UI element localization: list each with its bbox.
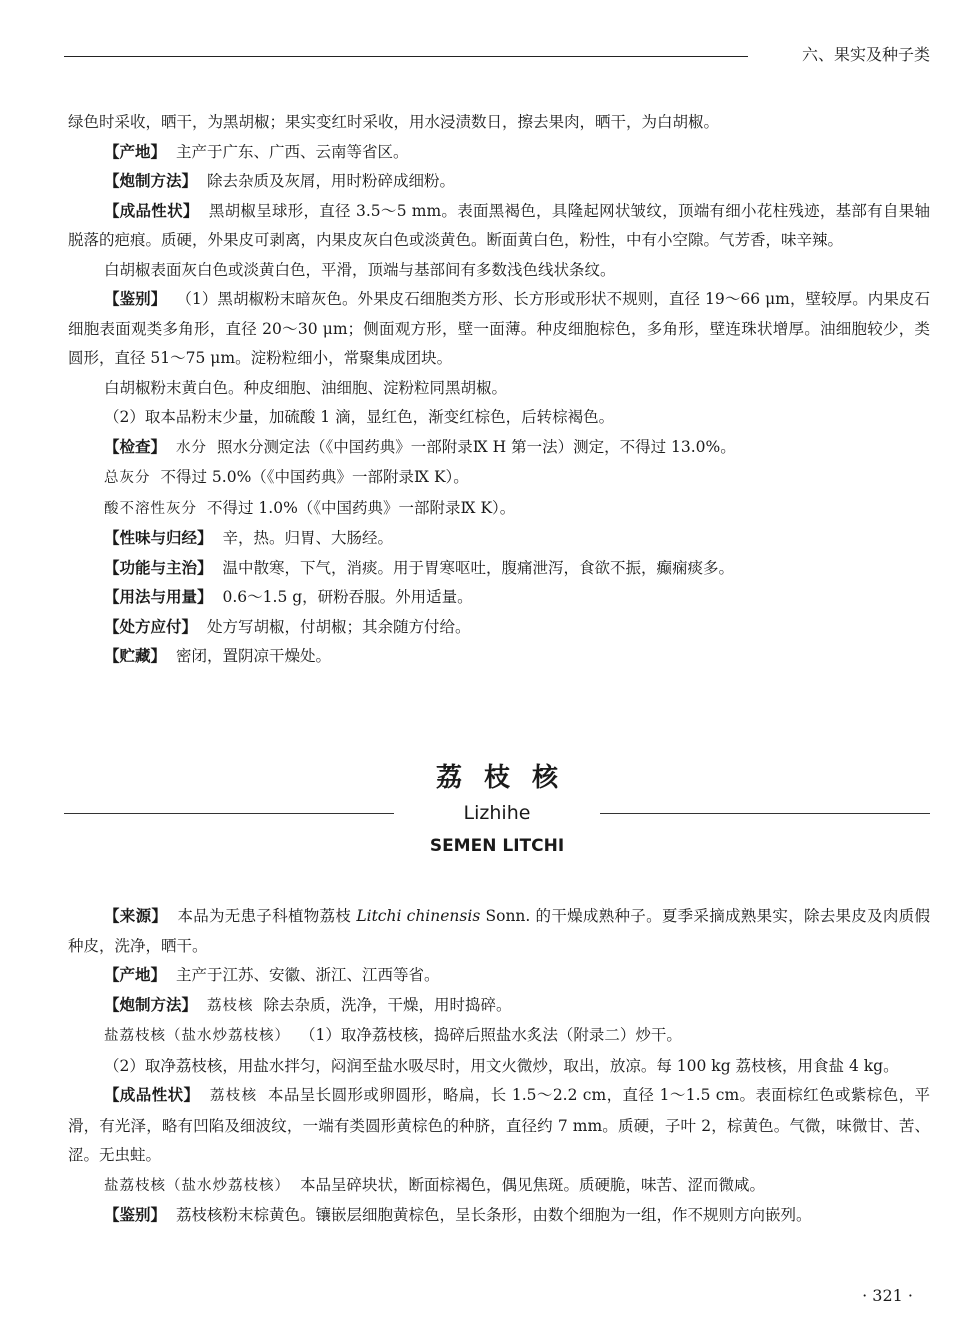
storage-paragraph — [68, 642, 930, 672]
origin-paragraph-2 — [68, 961, 930, 991]
processing-label-2: 【炮制方法】 — [104, 995, 198, 1014]
pinyin-rule-right — [600, 813, 930, 814]
monograph-title-block — [64, 758, 930, 864]
dosage-text: 0.6～1.5 g，研粉吞服。外用适量。 — [222, 588, 473, 606]
total-ash-paragraph — [68, 463, 930, 494]
running-header — [64, 42, 930, 70]
pinyin-row — [64, 798, 930, 828]
salt-processing-2-paragraph: （2）取净荔枝核，用盐水拌匀，闷润至盐水吸尽时，用文火微炒，取出，放凉。每 100 kg 荔枝核，用食盐 4 kg。 — [104, 1056, 899, 1075]
description-label-2: 【成品性状】 — [104, 1086, 200, 1104]
total-ash-label: 总灰分 — [104, 470, 151, 486]
species-name: Litchi chinensis — [356, 907, 481, 925]
description-paragraph-2 — [68, 1081, 930, 1171]
storage-label: 【贮藏】 — [104, 647, 167, 665]
pinyin-name: Lizhihe — [463, 802, 531, 824]
dosage-paragraph — [68, 583, 930, 613]
processing-text-2: 除去杂质，洗净，干燥，用时捣碎。 — [263, 995, 512, 1014]
prescription-text: 处方写胡椒，付胡椒；其余随方付给。 — [207, 617, 471, 636]
source-paragraph — [68, 902, 930, 961]
inspection-text: 照水分测定法（《中国药典》一部附录Ⅸ H 第一法）测定，不得过 13.0%。 — [217, 437, 736, 456]
white-powder-paragraph: 白胡椒粉末黄白色。种皮细胞、油细胞、淀粉粒同黑胡椒。 — [104, 378, 508, 397]
nature-text: 辛，热。归胃、大肠经。 — [222, 529, 394, 547]
source-text-b: Sonn. 的干燥成熟种子。夏季采摘成熟果实，除去果皮及肉质假种皮，洗净，晒干。 — [68, 907, 930, 955]
acid-ash-text: 不得过 1.0%（《中国药典》一部附录Ⅸ K）。 — [207, 498, 516, 517]
page-number: · 321 · — [862, 1286, 913, 1305]
identification-label-2: 【鉴别】 — [104, 1206, 167, 1224]
salt-description-paragraph — [68, 1171, 930, 1202]
storage-text: 密闭，置阴凉干燥处。 — [176, 647, 332, 665]
identification-text-2: 荔枝核粉末棕黄色。镶嵌层细胞黄棕色，呈长条形，由数个细胞为一组，作不规则方向嵌列。 — [176, 1206, 812, 1224]
hujiao-section — [68, 108, 930, 672]
acid-ash-label: 酸不溶性灰分 — [104, 500, 197, 517]
prescription-label: 【处方应付】 — [104, 617, 198, 636]
identification-text: （1）黑胡椒粉末暗灰色。外果皮石细胞类方形、长方形或形状不规则，直径 19～66 μm，壁较厚。内果皮石细胞表面观类多角形，直径 20～30 μm；侧面观方形，壁一面薄。种皮细胞棕色，多角形，壁连珠状增厚。油细胞较少，类圆形，直径 51～75 μm。淀粉粒细小，常聚集成团块。 — [68, 290, 930, 367]
identification-2-paragraph: （2）取本品粉末少量，加硫酸 1 滴，显红色，渐变红棕色，后转棕褐色。 — [104, 408, 615, 426]
origin-paragraph — [68, 138, 930, 168]
latin-name: SEMEN LITCHI — [429, 836, 565, 856]
identification-label: 【鉴别】 — [104, 290, 167, 308]
function-label: 【功能与主治】 — [104, 558, 213, 577]
origin-label-2: 【产地】 — [104, 966, 167, 984]
processing-paragraph — [68, 167, 930, 197]
nature-label: 【性味与归经】 — [104, 529, 213, 547]
identification-paragraph — [68, 285, 930, 374]
moisture-label: 水分 — [176, 439, 208, 456]
salt-processing-text: （1）取净荔枝核，捣碎后照盐水炙法（附录二）炒干。 — [300, 1026, 682, 1044]
description-text-2: 本品呈长圆形或卵圆形，略扁，长 1.5～2.2 cm，直径 1～1.5 cm。表面棕红色或紫棕色，平滑，有光泽，略有凹陷及细波纹，一端有类圆形黄棕色的种脐，直径约 7 mm。质硬，子叶 2，棕黄色。气微，味微甘、苦、涩。无虫蛀。 — [68, 1086, 931, 1164]
function-text: 温中散寒，下气，消痰。用于胃寒呕吐，腹痛泄泻，食欲不振，癫痫痰多。 — [222, 558, 735, 577]
acid-ash-paragraph — [68, 494, 930, 525]
inspection-paragraph — [68, 433, 930, 464]
salt-processing-label: 盐荔枝核（盐水炒荔枝核） — [104, 1028, 290, 1044]
intro-paragraph: 绿色时采收，晒干，为黑胡椒；果实变红时采收，用水浸渍数日，擦去果肉，晒干，为白胡椒。 — [68, 113, 720, 131]
total-ash-text: 不得过 5.0%（《中国药典》一部附录Ⅸ K）。 — [160, 468, 469, 486]
processing-label: 【炮制方法】 — [104, 172, 198, 190]
source-text-a: 本品为无患子科植物荔枝 — [177, 907, 352, 925]
pinyin-rule-left — [64, 813, 394, 814]
processing-text: 除去杂质及灰屑，用时粉碎成细粉。 — [207, 172, 456, 190]
white-pepper-paragraph: 白胡椒表面灰白色或淡黄白色，平滑，顶端与基部间有多数浅色线状条纹。 — [104, 260, 616, 279]
section-title: 六、果实及种子类 — [801, 45, 930, 64]
description-paragraph — [68, 197, 930, 256]
origin-text: 主产于广东、广西、云南等省区。 — [176, 142, 409, 161]
monograph-title: 荔枝核 — [435, 763, 580, 793]
description-text: 黑胡椒呈球形，直径 3.5～5 mm。表面黑褐色，具隆起网状皱纹，顶端有细小花柱残迹，基部有自果轴脱落的疤痕。质硬，外果皮可剥离，内果皮灰白色或淡黄色。断面黄白色，粉性，中有小空隙。气芳香，味辛辣。 — [68, 201, 930, 249]
dosage-label: 【用法与用量】 — [104, 588, 213, 606]
inspection-label: 【检查】 — [104, 437, 167, 456]
salt-processing-paragraph — [68, 1021, 930, 1052]
lizhihe-section — [68, 902, 930, 1231]
description-label: 【成品性状】 — [104, 201, 199, 220]
header-rule — [64, 56, 748, 57]
description-sub-2: 荔枝核 — [209, 1088, 258, 1104]
source-label: 【来源】 — [104, 907, 168, 925]
function-paragraph — [68, 554, 930, 584]
nature-paragraph — [68, 524, 930, 554]
origin-text-2: 主产于江苏、安徽、浙江、江西等省。 — [176, 966, 440, 984]
salt-description-label: 盐荔枝核（盐水炒荔枝核） — [104, 1177, 290, 1194]
processing-paragraph-2 — [68, 991, 930, 1022]
salt-description-text: 本品呈碎块状，断面棕褐色，偶见焦斑。质硬脆，味苦、涩而微咸。 — [300, 1175, 766, 1194]
prescription-paragraph — [68, 613, 930, 643]
processing-sub-2: 荔枝核 — [207, 997, 254, 1014]
origin-label: 【产地】 — [104, 142, 167, 161]
identification-paragraph-2 — [68, 1201, 930, 1231]
